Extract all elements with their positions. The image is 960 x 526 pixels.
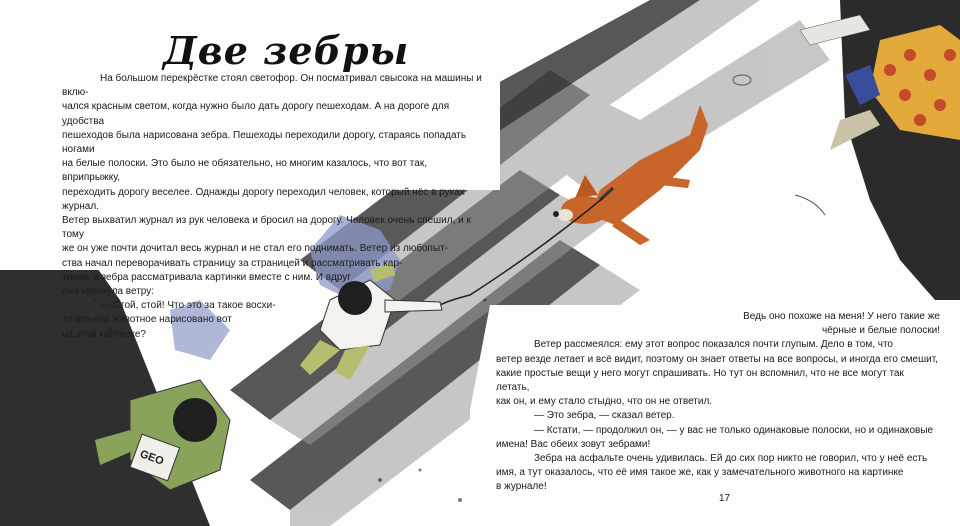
left-line: — Стой, стой! Что это за такое восхи-	[100, 300, 276, 312]
left-line: она крикнула ветру:	[62, 286, 155, 298]
left-line: чался красным светом, когда нужно было дать дорогу пешеходам. А на дороге для удобства	[62, 101, 450, 127]
page-number: 17	[719, 493, 731, 504]
left-line: переходить дорогу веселее. Однажды дорогу переходил человек, который нёс в руках журнал.	[62, 186, 465, 212]
left-line: тинки, а зебра рассматривала картинки вместе с ним. И вдруг	[62, 271, 351, 283]
right-line: — Кстати, — продолжил он, — у вас не только одинаковые полоски, но и одинаковые	[534, 424, 934, 436]
right-line: имя, а тут оказалось, что её имя такое же, как у замечательного животного на картинке	[496, 467, 904, 479]
right-line: как он, и ему стало стыдно, что он не ответил.	[496, 396, 713, 408]
left-line: Ветер выхватил журнал из рук человека и бросил на дорогу. Человек очень спешил, и к тому	[62, 215, 471, 241]
right-line: чёрные и белые полоски!	[822, 325, 940, 337]
left-line: пешеходов была нарисована зебра. Пешеходы переходили дорогу, стараясь попадать ногами	[62, 129, 467, 156]
page-title: Две зебры	[163, 28, 410, 73]
right-line: Ведь оно похоже на меня! У него такие же	[743, 311, 940, 322]
right-line: — Это зебра, — сказал ветер.	[534, 410, 675, 422]
right-line: какие простые вещи у него могут спрашивать. Но тут он вспомнил, что не все могут так летать,	[496, 367, 904, 394]
left-line: На большом перекрёстке стоял светофор. Он посматривал свысока на машины и вклю-	[62, 73, 482, 99]
left-line: на этой картинке?	[62, 328, 146, 340]
right-line: Зебра на асфальте очень удивилась. Ей до сих пор никто не говорил, что у неё есть	[534, 453, 928, 465]
left-line: тительное животное нарисовано вот	[62, 314, 232, 326]
right-line: Ветер рассмеялся: ему этот вопрос показался почти глупым. Дело в том, что	[534, 339, 893, 351]
right-text-block	[496, 310, 940, 495]
left-line: же он уже почти дочитал весь журнал и не стал его поднимать. Ветер из любопыт-	[62, 243, 449, 255]
right-line: в журнале!	[496, 481, 547, 493]
left-line: ства начал переворачивать страницу за страницей и рассматривать кар-	[62, 257, 403, 269]
doodle-curve	[795, 195, 825, 215]
left-line: на белые полоски. Это было не обязательно, но многим казалось, что вот так, вприпрыжку,	[62, 158, 427, 184]
right-line: ветер везде летает и всё видит, поэтому он знает ответы на все вопросы, и иногда его смешит,	[496, 353, 938, 365]
geo-magazine-label: GEO	[138, 448, 166, 468]
left-text-block	[62, 72, 482, 342]
right-line: имена! Вас обеих зовут зебрами!	[496, 438, 651, 450]
